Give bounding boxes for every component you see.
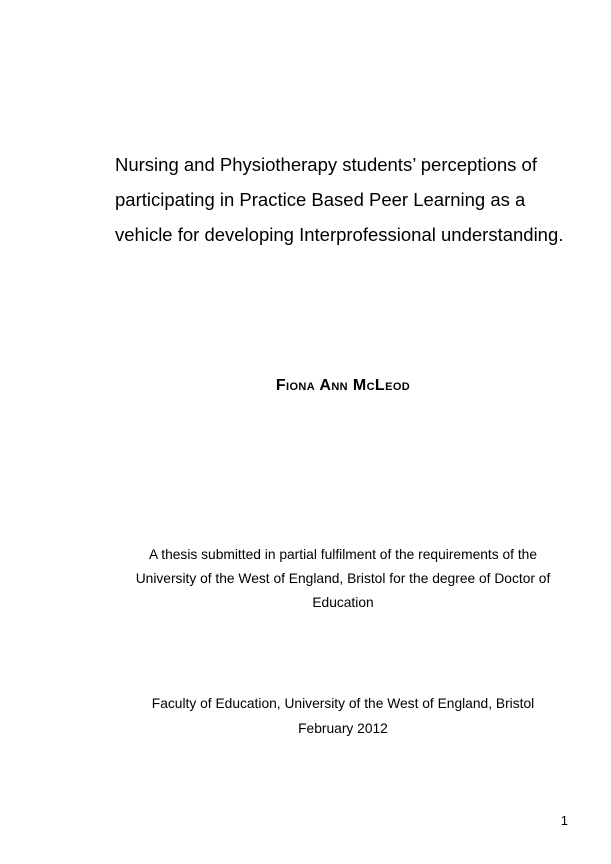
thesis-title-line-2: participating in Practice Based Peer Learning as a <box>115 189 526 210</box>
submission-line-1: A thesis submitted in partial fulfilment of the requirements of the <box>148 547 538 562</box>
page-number: 1 <box>560 813 568 828</box>
thesis-title <box>115 147 571 252</box>
submission-line-3: Education <box>312 595 374 610</box>
faculty-date-block <box>108 691 578 741</box>
date-line: February 2012 <box>298 721 388 736</box>
faculty-line: Faculty of Education, University of the West of England, Bristol <box>151 696 535 711</box>
author-name: Fiona Ann McLeod <box>275 377 411 394</box>
thesis-title-line-3: vehicle for developing Interprofessional understanding. <box>115 224 564 245</box>
submission-line-2: University of the West of England, Bristol for the degree of Doctor of <box>135 571 551 586</box>
thesis-title-line-1: Nursing and Physiotherapy students’ perceptions of <box>115 154 537 175</box>
submission-statement <box>108 543 578 615</box>
